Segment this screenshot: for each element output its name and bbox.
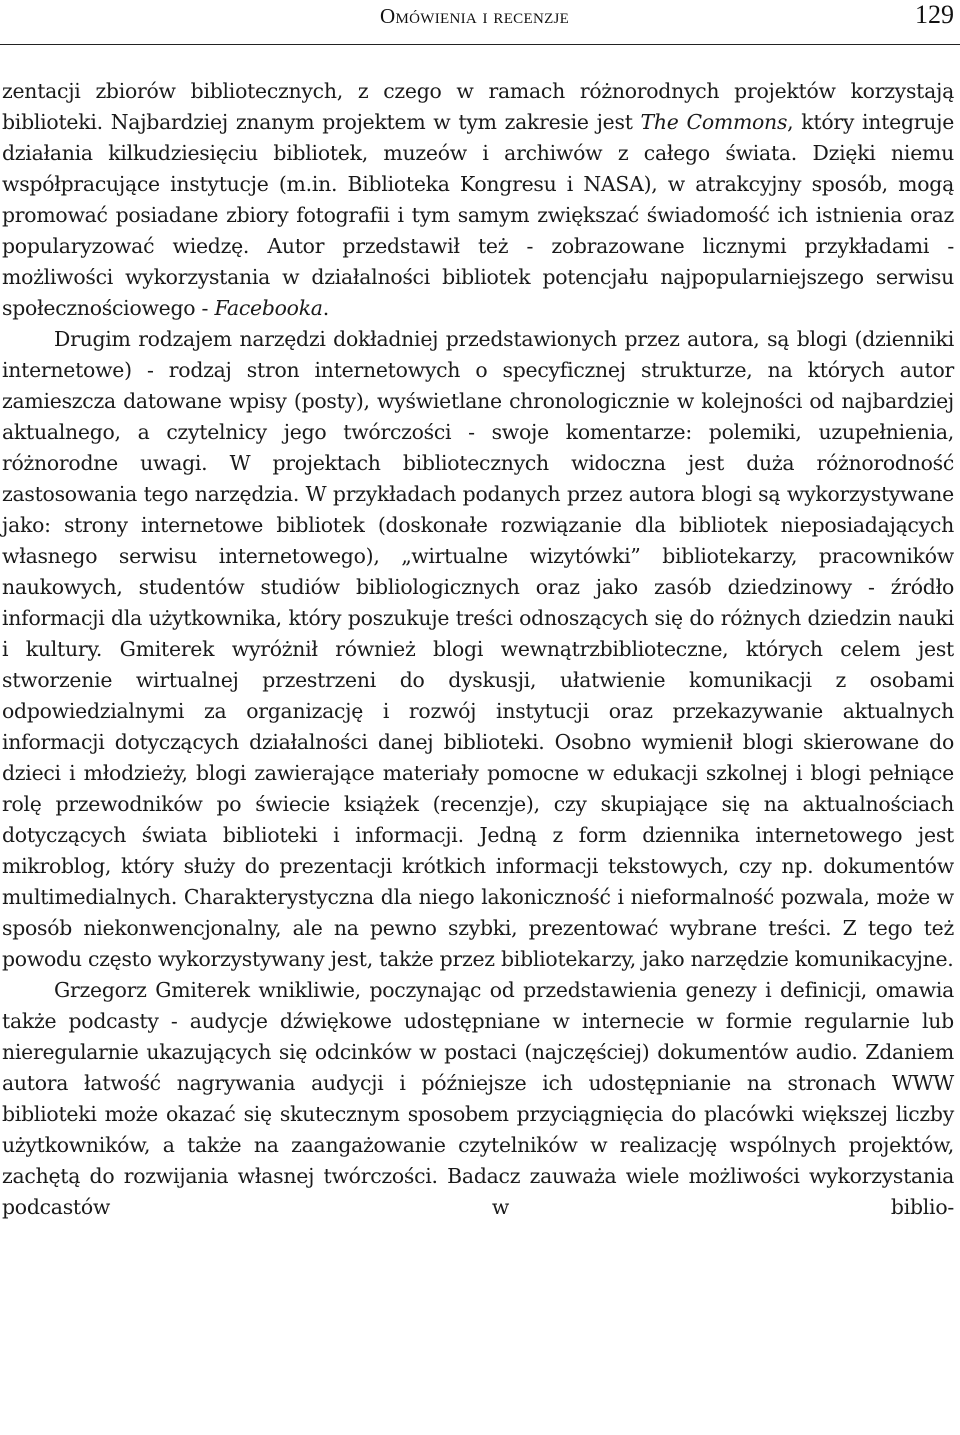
paragraph-1-italic-facebooka: Facebooka <box>214 296 323 320</box>
running-header-title: Omówienia i recenzje <box>380 4 570 28</box>
paragraph-1 <box>2 76 954 324</box>
paragraph-1-tail: . <box>322 296 329 320</box>
paragraph-1-italic-the-commons: The Commons <box>640 110 788 134</box>
paragraph-1-lead: zentacji zbiorów bibliotecznych, z czego w ramach różnorodnych projektów korzystają biblioteki. Najbardziej znanym projektem w tym zakresie jest <box>2 79 954 134</box>
page-number: 129 <box>915 0 954 29</box>
paragraph-1-middle: , który integruje działania kilkudziesięciu bibliotek, muzeów i archiwów z całego świata. Dzięki niemu współpracujące instytucje (m.in. Biblioteka Kongresu i NASA), w atrakcyjny sposób, mogą promować posiadane zbiory fotografii i tym samym zwiększać świadomość ich istnienia oraz popularyzować wiedzę. Autor przedstawił też - zobrazowane licznymi przykładami - możliwości wykorzystania w działalności bibliotek potencjału najpopularniejszego serwisu społecznościowego - <box>2 110 955 320</box>
paragraph-3: Grzegorz Gmiterek wnikliwie, poczynając od przedstawienia genezy i definicji, omawia także podcasty - audycje dźwiękowe udostępniane w internecie w formie regularnie lub nieregularnie ukazujących się odcinków w postaci (najczęściej) dokumentów audio. Zdaniem autora łatwość nagrywania audycji i późniejsze ich udostępnianie na stronach WWW biblioteki może okazać się skutecznym sposobem przyciągnięcia do placówki większej liczby użytkowników, a także na zaangażowanie czytelników w realizację wspólnych projektów, zachętą do rozwijania własnej twórczości. Badacz zauważa wiele możliwości wykorzystania podcastów w biblio- <box>2 978 954 1219</box>
body-text <box>2 76 954 1223</box>
running-header <box>0 0 960 45</box>
paragraph-2: Drugim rodzajem narzędzi dokładniej przedstawionych przez autora, są blogi (dzienniki internetowe) - rodzaj stron internetowych o specyficznej strukturze, na których autor zamieszcza datowane wpisy (posty), wyświetlane chronologicznie w kolejności od najbardziej aktualnego, a czytelnicy jego twórczości - swoje komentarze: polemiki, uzupełnienia, różnorodne uwagi. W projektach bibliotecznych widoczna jest duża różnorodność zastosowania tego narzędzia. W przykładach podanych przez autora blogi są wykorzystywane jako: strony internetowe bibliotek (doskonałe rozwiązanie dla bibliotek nieposiadających własnego serwisu internetowego), „wirtualne wizytówki” bibliotekarzy, pracowników naukowych, studentów studiów bibliologicznych oraz jako zasób dziedzinowy - źródło informacji dla użytkownika, który poszukuje treści odnoszących się do różnych dziedzin nauki i kultury. Gmiterek wyróżnił również blogi wewnątrzbiblioteczne, których celem jest stworzenie wirtualnej przestrzeni do dyskusji, ułatwienie komunikacji z osobami odpowiedzialnymi za organizację i rozwój instytucji oraz przekazywanie aktualnych informacji dotyczących działalności danej biblioteki. Osobno wymienił blogi skierowane do dzieci i młodzieży, blogi zawierające materiały pomocne w edukacji szkolnej i blogi pełniące rolę przewodników po świecie książek (recenzje), czy skupiające się na aktualnościach dotyczących świata biblioteki i informacji. Jedną z form dziennika internetowego jest mikroblog, który służy do prezentacji krótkich informacji tekstowych, czy np. dokumentów multimedialnych. Charakterystyczna dla niego lakoniczność i nieformalność pozwala, może w sposób niekonwencjonalny, ale na pewno szybki, prezentować wybrane treści. Z tego też powodu często wykorzystywany jest, także przez bibliotekarzy, jako narzędzie komunikacyjne. <box>2 327 954 971</box>
